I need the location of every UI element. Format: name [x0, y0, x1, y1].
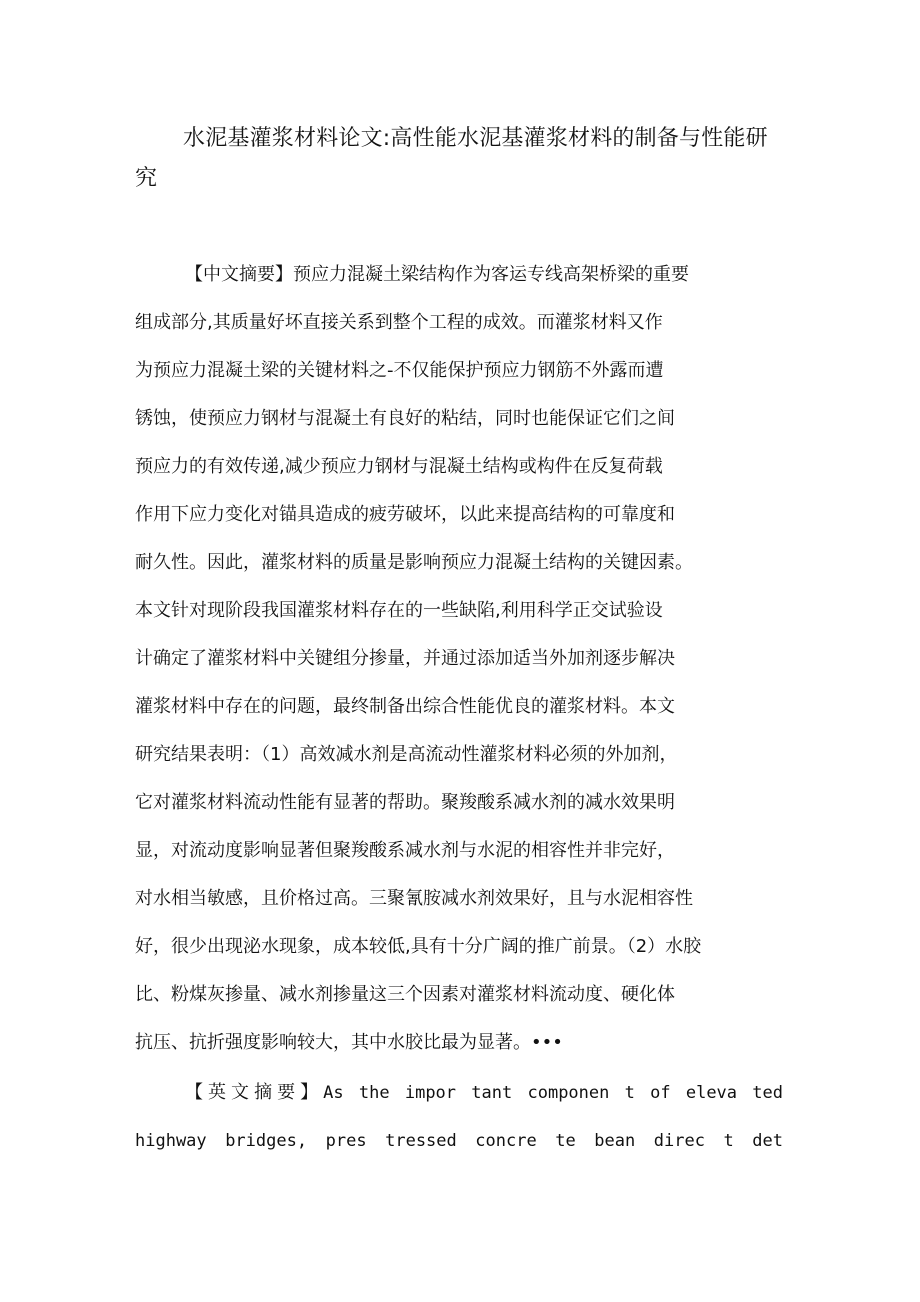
- cn-abstract-line: 它对灌浆材料流动性能有显著的帮助。聚羧酸系减水剂的减水效果明: [135, 792, 675, 813]
- cn-abstract-line: 对水相当敏感，且价格过高。三聚氰胺减水剂效果好，且与水泥相容性: [135, 888, 693, 909]
- cn-abstract-line: 预应力的有效传递,减少预应力钢材与混凝土结构或构件在反复荷载: [135, 456, 663, 477]
- cn-abstract-line: 灌浆材料中存在的问题，最终制备出综合性能优良的灌浆材料。本文: [135, 696, 675, 717]
- cn-abstract-line: 为预应力混凝土梁的关键材料之-不仅能保护预应力钢筋不外露而遭: [135, 360, 664, 381]
- cn-abstract-line: 显，对流动度影响显著但聚羧酸系减水剂与水泥的相容性并非完好，: [135, 840, 675, 861]
- cn-abstract-line: 计确定了灌浆材料中关键组分掺量，并通过添加适当外加剂逐步解决: [135, 648, 675, 669]
- cn-abstract-line: 抗压、抗折强度影响较大，其中水胶比最为显著。•••: [135, 1032, 563, 1053]
- en-abstract-heading: 【英文摘要】: [185, 1082, 324, 1103]
- en-abstract-text: As the impor tant componen t of eleva ted: [323, 1083, 783, 1103]
- cn-abstract-line: 耐久性。因此，灌浆材料的质量是影响预应力混凝土结构的关键因素。: [135, 552, 693, 573]
- cn-abstract-line: 比、粉煤灰掺量、减水剂掺量这三个因素对灌浆材料流动度、硬化体: [135, 984, 675, 1005]
- cn-abstract-line: 锈蚀，使预应力钢材与混凝土有良好的粘结，同时也能保证它们之间: [135, 408, 675, 429]
- document-title: 水泥基灌浆材料论文:高性能水泥基灌浆材料的制备与性能研究: [135, 126, 768, 191]
- cn-abstract-line: 组成部分,其质量好坏直接关系到整个工程的成效。而灌浆材料又作: [135, 312, 663, 333]
- cn-abstract-line: 【中文摘要】预应力混凝土梁结构作为客运专线高架桥梁的重要: [185, 264, 689, 285]
- cn-abstract-line: 作用下应力变化对锚具造成的疲劳破坏，以此来提高结构的可靠度和: [135, 504, 675, 525]
- en-abstract-line: [185, 1081, 783, 1105]
- en-abstract-line: highway bridges, pres tressed concre te bean direc t det: [135, 1131, 783, 1151]
- cn-abstract-line: 本文针对现阶段我国灌浆材料存在的一些缺陷,利用科学正交试验设: [135, 600, 663, 621]
- cn-abstract-line: 好，很少出现泌水现象，成本较低,具有十分广阔的推广前景。（2）水胶: [135, 936, 702, 957]
- cn-abstract-line: 研究结果表明：（1）高效减水剂是高流动性灌浆材料必须的外加剂，: [135, 744, 678, 765]
